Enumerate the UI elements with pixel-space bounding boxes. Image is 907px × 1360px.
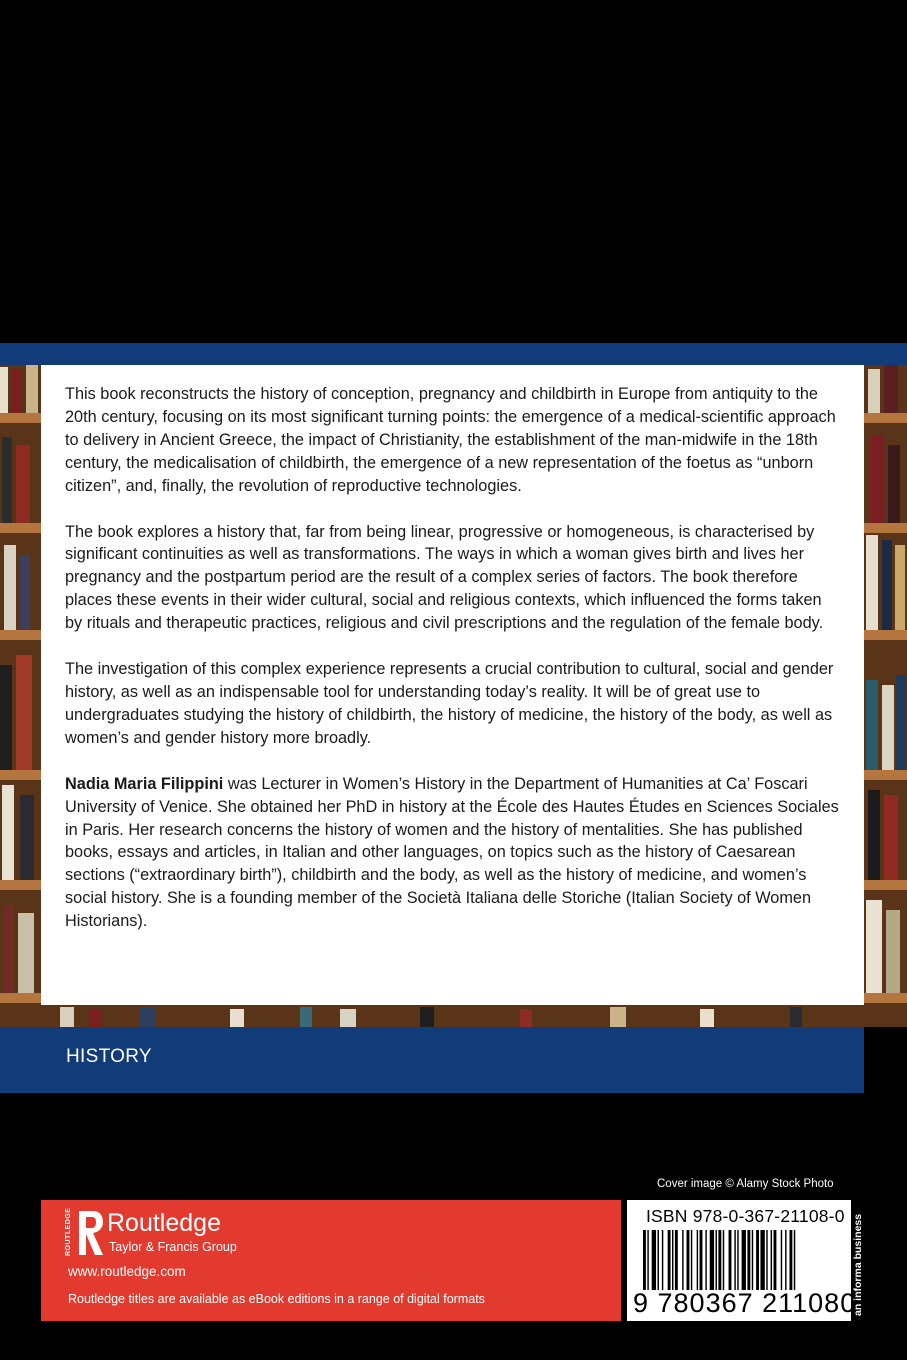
ebook-note: Routledge titles are available as eBook editions in a range of digital formats bbox=[68, 1292, 485, 1306]
barcode-bar bbox=[705, 1230, 706, 1290]
author-bio bbox=[65, 773, 840, 933]
barcode-bar bbox=[700, 1230, 703, 1290]
barcode-bar bbox=[718, 1230, 721, 1290]
barcode-bar bbox=[675, 1230, 678, 1290]
barcode-bar bbox=[771, 1230, 772, 1290]
isbn-box bbox=[627, 1200, 857, 1321]
barcode-bar bbox=[691, 1230, 692, 1290]
cover-credit: Cover image © Alamy Stock Photo bbox=[657, 1178, 834, 1190]
description-paragraph-1: This book reconstructs the history of conception, pregnancy and childbirth in Europe from antiquity to the 20th century, focusing on its most significant turning points: the emergence of a medical-scientific approach to delivery in Ancient Greece, the impact of Christianity, the establishment of the man-midwife in the 18th century, the medicalisation of childbirth, the emergence of a new representation of the foetus as “unborn citizen”, and, finally, the revolution of reproductive technologies. bbox=[65, 385, 836, 495]
barcode-bar bbox=[742, 1230, 746, 1290]
barcode-bar bbox=[785, 1230, 786, 1290]
isbn-digits: 9 780367 211080 bbox=[633, 1288, 857, 1318]
barcode-bar bbox=[672, 1230, 673, 1290]
barcode-bar bbox=[687, 1230, 690, 1290]
barcode-bar bbox=[716, 1230, 717, 1290]
barcode-bar bbox=[658, 1230, 659, 1290]
publisher-url[interactable]: www.routledge.com bbox=[68, 1264, 186, 1279]
publisher-group: Taylor & Francis Group bbox=[109, 1240, 237, 1254]
barcode-bar bbox=[652, 1230, 656, 1290]
barcode-bar bbox=[756, 1230, 759, 1290]
barcode-bar bbox=[766, 1230, 767, 1290]
barcode-bar bbox=[781, 1230, 782, 1290]
barcode-bar bbox=[668, 1230, 671, 1290]
barcode-bar bbox=[662, 1230, 663, 1290]
barcode bbox=[643, 1230, 839, 1290]
top-black-area bbox=[0, 0, 907, 343]
barcode-bar bbox=[682, 1230, 683, 1290]
author-name: Nadia Maria Filippini bbox=[65, 774, 224, 793]
barcode-bar bbox=[794, 1230, 795, 1290]
barcode-bar bbox=[737, 1230, 738, 1290]
barcode-bar bbox=[697, 1230, 698, 1290]
informa-note: an informa business bbox=[852, 1213, 864, 1316]
barcode-bar bbox=[647, 1230, 648, 1290]
logo-vertical-text: ROUTLEDGE bbox=[65, 1207, 72, 1256]
barcode-bar bbox=[789, 1230, 792, 1290]
barcode-bar bbox=[760, 1230, 764, 1290]
author-bio-text: was Lecturer in Women’s History in the Department of Humanities at Ca’ Foscari University of Venice. She obtained her PhD in history at the École des Hautes Études en Sciences Sociales in Paris. Her research concerns the history of women and the history of mentalities. She has published books, essays and articles, in Italian and other languages, on topics such as the history of Caesarean sections (“extraordinary birth”), childbirth and the body, as well as the history of medicine, and women’s social history. She is a founding member of the Società Italiana delle Storiche (Italian Society of Women Historians). bbox=[65, 774, 839, 931]
description-paragraph-2: The book explores a history that, far from being linear, progressive or homogeneous, is characterised by significant continuities as well as transformations. The ways in which a woman gives birth and lives her pregnancy and the postpartum period are the result of a complex series of factors. The book therefore places these events in their wider cultural, social and religious contexts, which influenced the forms taken by rituals and therapeutic practices, religious and civil prescriptions and the regulation of the female body. bbox=[65, 522, 824, 633]
barcode-bar bbox=[774, 1230, 777, 1290]
barcode-bar bbox=[643, 1230, 646, 1290]
barcode-bar bbox=[747, 1230, 750, 1290]
barcode-bar bbox=[729, 1230, 732, 1290]
top-blue-stripe bbox=[0, 343, 907, 365]
barcode-bar bbox=[723, 1230, 724, 1290]
description-panel bbox=[41, 365, 864, 1005]
subject-label: HISTORY bbox=[66, 1046, 152, 1067]
publisher-name: Routledge bbox=[107, 1209, 221, 1237]
publisher-box bbox=[41, 1200, 621, 1321]
barcode-bar bbox=[710, 1230, 714, 1290]
barcode-bar bbox=[734, 1230, 735, 1290]
subject-bar bbox=[0, 1027, 864, 1093]
description-paragraph-3: The investigation of this complex experience represents a crucial contribution to cultural, social and gender history, as well as an indispensable tool for understanding today’s reality. It will be of great use to undergraduates studying the history of childbirth, the history of medicine, the history of the body, as well as women’s and gender history more broadly. bbox=[65, 660, 834, 747]
isbn-label: ISBN 978-0-367-21108-0 bbox=[646, 1206, 845, 1226]
barcode-bar bbox=[752, 1230, 753, 1290]
